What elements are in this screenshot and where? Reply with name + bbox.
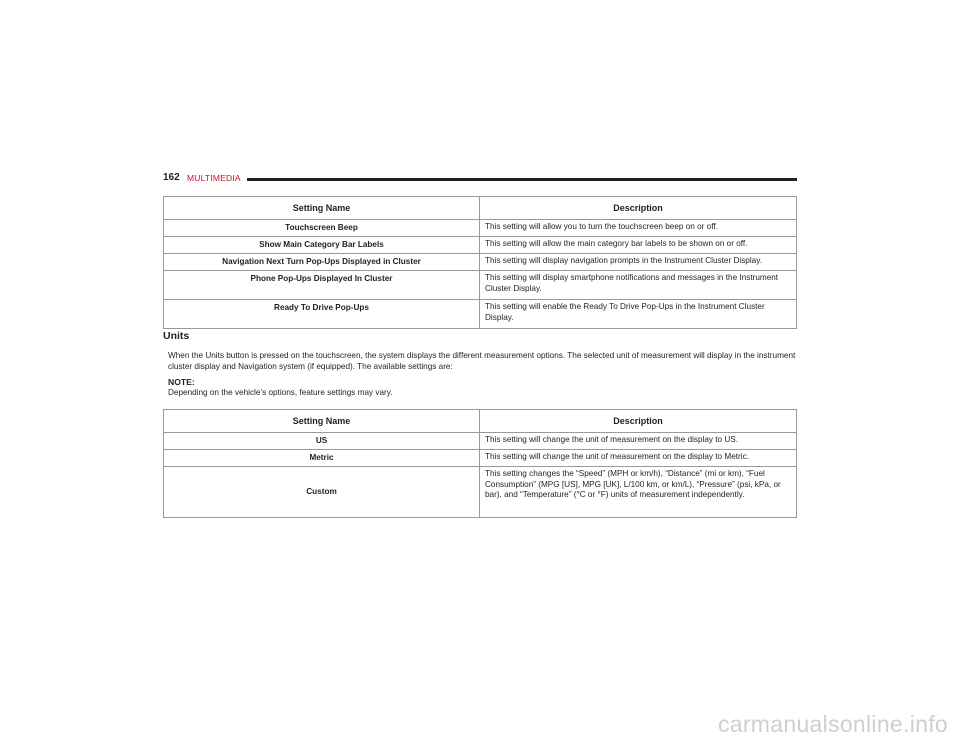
table-row: [164, 254, 797, 271]
table-row: [164, 237, 797, 254]
description-cell: This setting will enable the Ready To Drive Pop-Ups in the Instrument Cluster Display.: [480, 300, 797, 329]
table-header-row: [164, 197, 797, 220]
table-row: [164, 271, 797, 300]
column-header-setting-name: Setting Name: [164, 197, 480, 220]
units-settings-table: [163, 409, 797, 518]
setting-name-cell: US: [164, 433, 480, 450]
description-cell: This setting will change the unit of measurement on the display to Metric.: [480, 450, 797, 467]
description-cell: This setting changes the “Speed” (MPH or km/h), “Distance” (mi or km), “Fuel Consumption” (MPG [US], MPG [UK], L/100 km, or km/L), “Pressure” (psi, kPa, or bar), and “Temperature” (°C or °F) units of measurement independently.: [480, 467, 797, 518]
column-header-setting-name: Setting Name: [164, 410, 480, 433]
setting-name-cell: Custom: [164, 467, 480, 518]
note-text: Depending on the vehicle’s options, feature settings may vary.: [168, 388, 393, 397]
table-row: [164, 450, 797, 467]
note-label: NOTE:: [168, 377, 195, 387]
setting-name-cell: Ready To Drive Pop-Ups: [164, 300, 480, 329]
setting-name-cell: Metric: [164, 450, 480, 467]
setting-name-cell: Touchscreen Beep: [164, 220, 480, 237]
table-row: [164, 220, 797, 237]
display-settings-table: [163, 196, 797, 329]
table-row: [164, 467, 797, 518]
units-paragraph: When the Units button is pressed on the touchscreen, the system displays the different measurement options. The selected unit of measurement will display in the instrument cluster display and Navigation system (if equipped). The available settings are:: [168, 351, 796, 371]
setting-name-cell: Show Main Category Bar Labels: [164, 237, 480, 254]
units-heading: Units: [163, 330, 190, 342]
column-header-description: Description: [480, 410, 797, 433]
column-header-description: Description: [480, 197, 797, 220]
description-cell: This setting will display navigation prompts in the Instrument Cluster Display.: [480, 254, 797, 271]
setting-name-cell: Phone Pop-Ups Displayed In Cluster: [164, 271, 480, 300]
page-header: [163, 172, 797, 186]
table-row: [164, 433, 797, 450]
description-cell: This setting will change the unit of measurement on the display to US.: [480, 433, 797, 450]
site-watermark: carmanualsonline.info: [717, 711, 948, 737]
section-title: MULTIMEDIA: [187, 173, 241, 183]
description-cell: This setting will allow you to turn the touchscreen beep on or off.: [480, 220, 797, 237]
setting-name-cell: Navigation Next Turn Pop-Ups Displayed in Cluster: [164, 254, 480, 271]
page-number: 162: [163, 172, 180, 183]
header-rule: [247, 178, 797, 181]
description-cell: This setting will allow the main category bar labels to be shown on or off.: [480, 237, 797, 254]
description-cell: This setting will display smartphone notifications and messages in the Instrument Cluster Display.: [480, 271, 797, 300]
table-row: [164, 300, 797, 329]
table-header-row: [164, 410, 797, 433]
